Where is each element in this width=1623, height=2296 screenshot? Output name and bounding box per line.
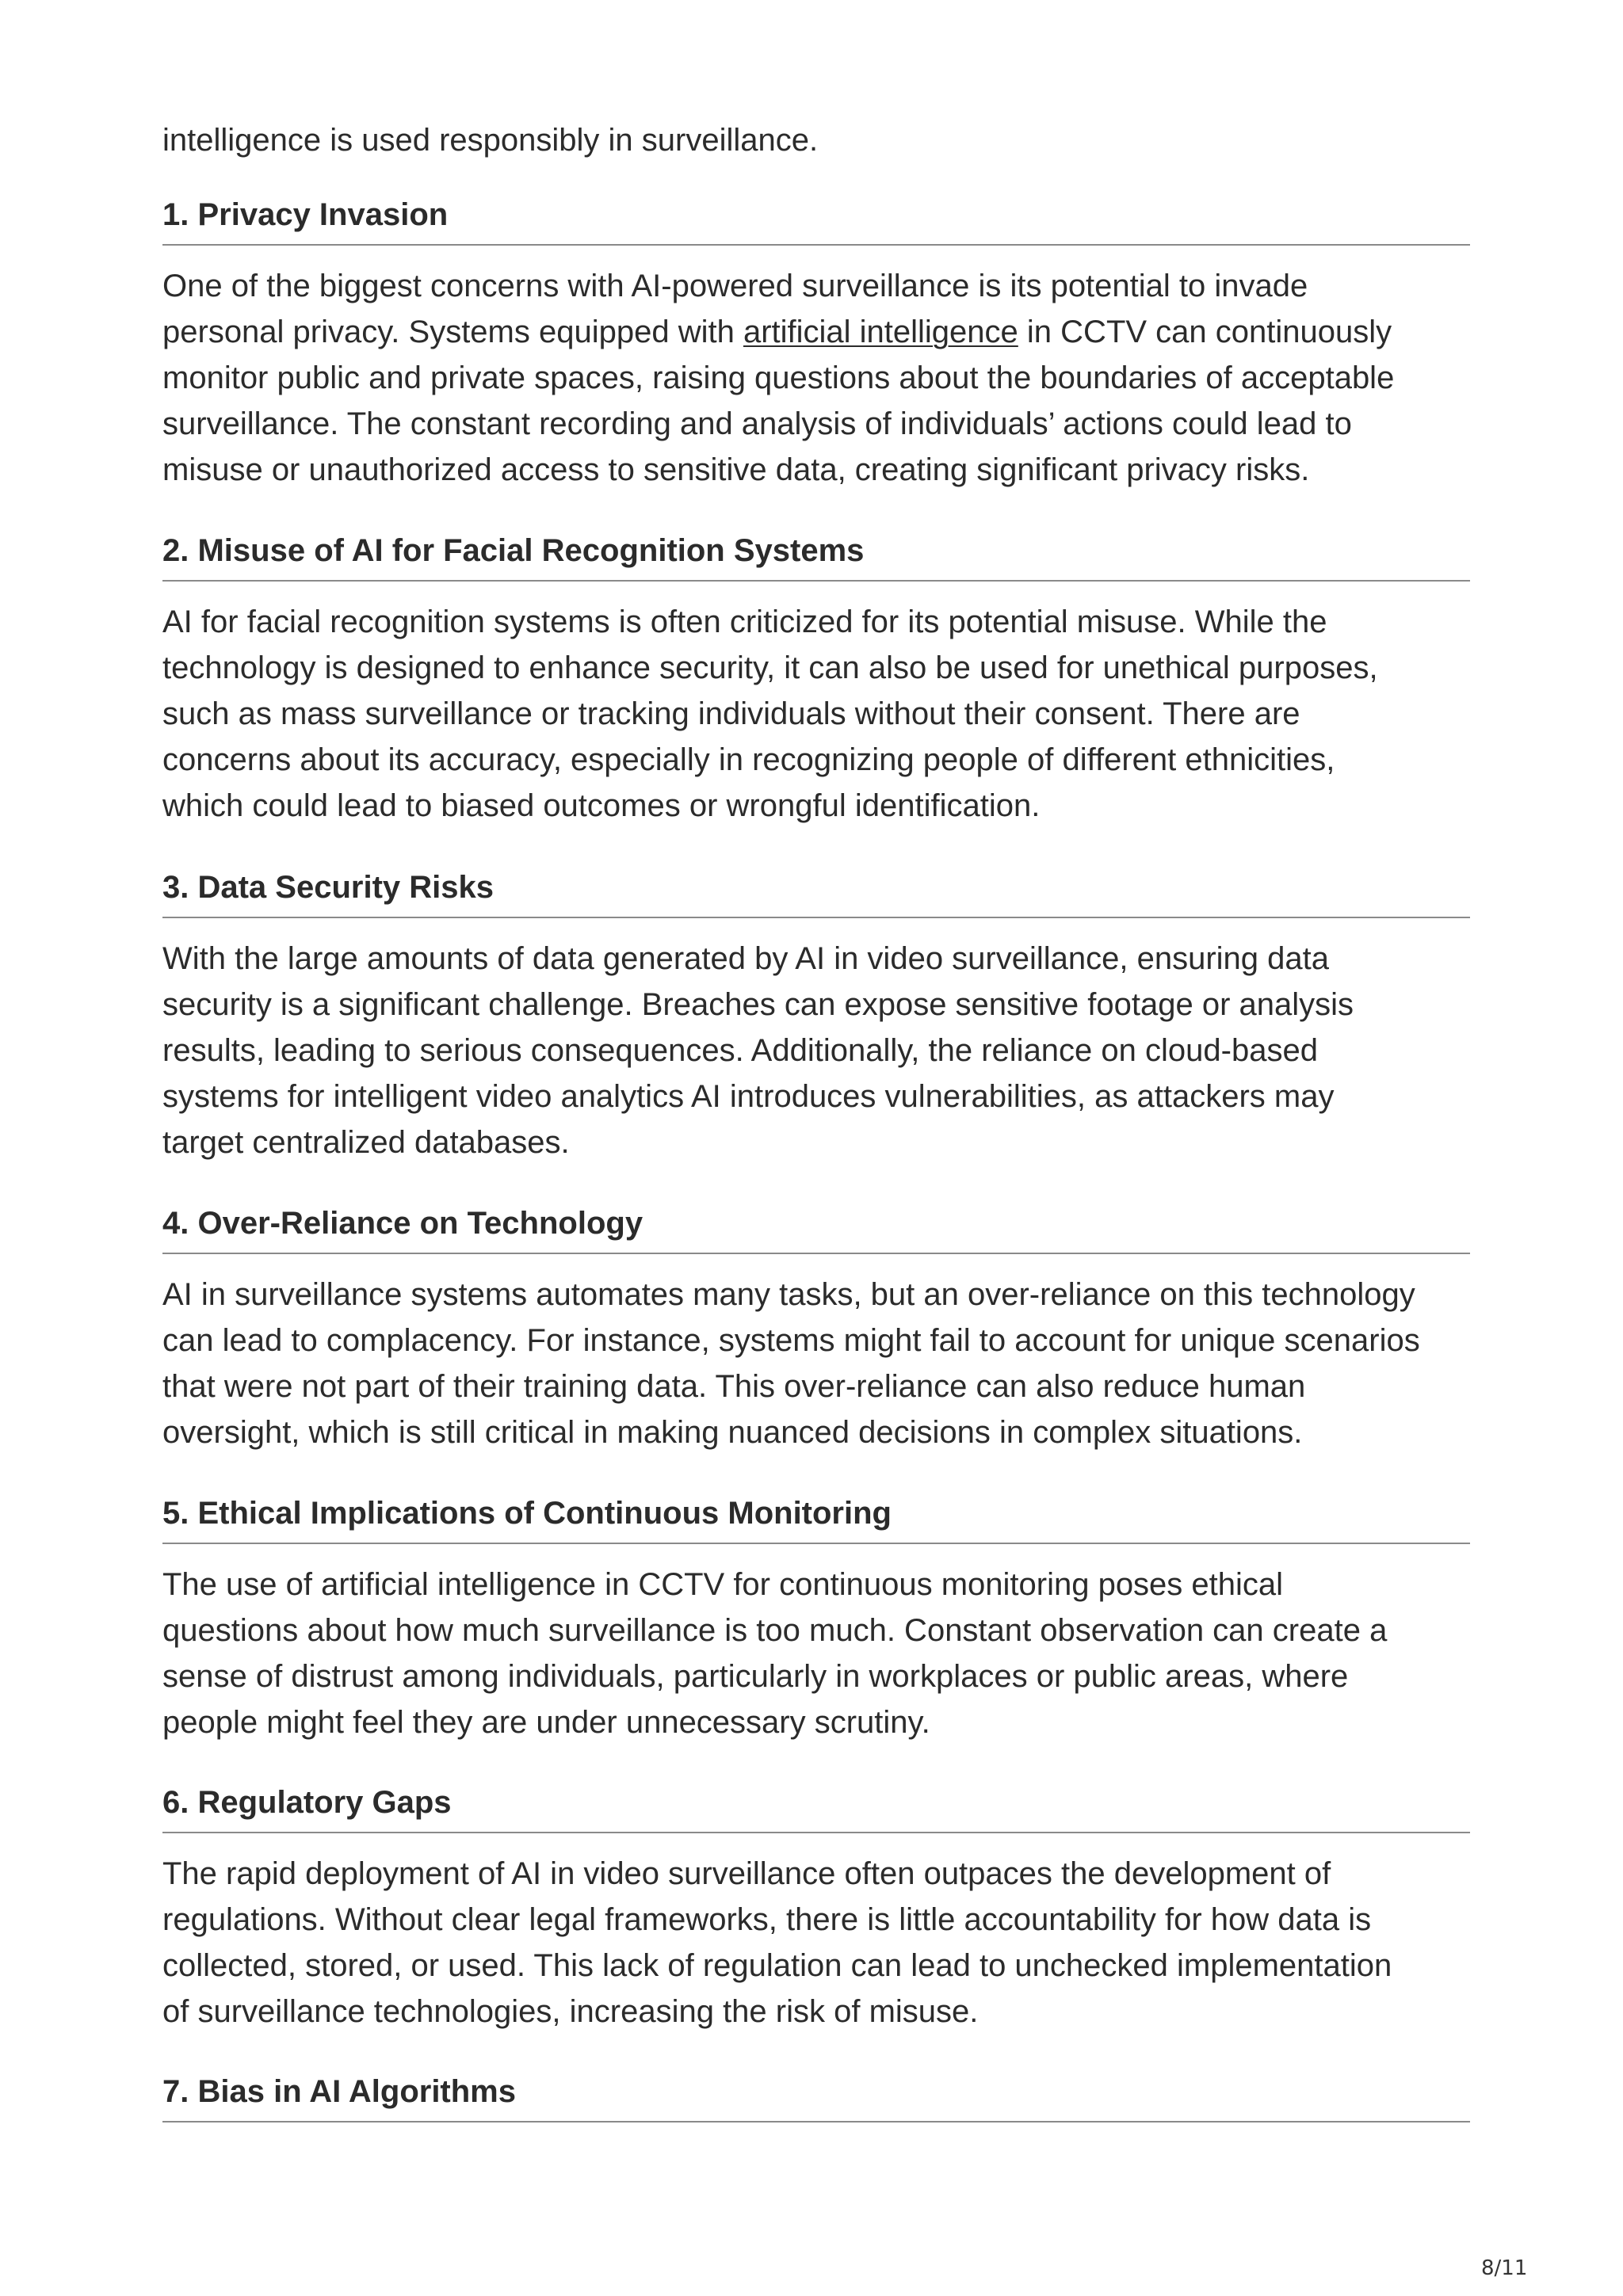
paragraph-line: monitor public and private spaces, raising questions about the boundaries of acceptable xyxy=(162,360,1395,395)
paragraph-line-with-link xyxy=(162,309,1470,355)
section-heading: 7. Bias in AI Algorithms xyxy=(162,2072,1470,2122)
section-heading: 5. Ethical Implications of Continuous Monitoring xyxy=(162,1493,1470,1544)
paragraph-line: surveillance. The constant recording and analysis of individuals’ actions could lead to xyxy=(162,406,1352,441)
paragraph-line: that were not part of their training data. This over-reliance can also reduce human xyxy=(162,1369,1306,1404)
paragraph-line: target centralized databases. xyxy=(162,1125,570,1160)
paragraph-line: questions about how much surveillance is too much. Constant observation can create a xyxy=(162,1613,1388,1648)
section-paragraph xyxy=(162,1851,1470,2035)
paragraph-line: The rapid deployment of AI in video surveillance often outpaces the development of xyxy=(162,1856,1331,1891)
paragraph-line: security is a significant challenge. Breaches can expose sensitive footage or analysis xyxy=(162,987,1354,1022)
section-data-security-risks xyxy=(162,868,1470,1165)
section-paragraph xyxy=(162,936,1470,1165)
paragraph-line: collected, stored, or used. This lack of regulation can lead to unchecked implementation xyxy=(162,1948,1392,1983)
paragraph-line: which could lead to biased outcomes or wrongful identification. xyxy=(162,788,1041,823)
section-ethical-implications xyxy=(162,1493,1470,1745)
lead-paragraph: intelligence is used responsibly in surveillance. xyxy=(162,123,819,158)
section-paragraph xyxy=(162,599,1470,829)
paragraph-line-suffix: in CCTV can continuously xyxy=(1026,315,1392,349)
section-facial-recognition-misuse xyxy=(162,531,1470,829)
paragraph-line: The use of artificial intelligence in CCTV for continuous monitoring poses ethical xyxy=(162,1567,1284,1602)
paragraph-line: With the large amounts of data generated by AI in video surveillance, ensuring data xyxy=(162,941,1330,976)
paragraph-line: technology is designed to enhance security, it can also be used for unethical purposes, xyxy=(162,650,1378,685)
section-heading: 4. Over-Reliance on Technology xyxy=(162,1203,1470,1254)
paragraph-line: AI in surveillance systems automates many tasks, but an over-reliance on this technology xyxy=(162,1277,1415,1312)
paragraph-line: of surveillance technologies, increasing the risk of misuse. xyxy=(162,1994,979,2029)
paragraph-line: oversight, which is still critical in making nuanced decisions in complex situations. xyxy=(162,1415,1303,1450)
section-heading: 6. Regulatory Gaps xyxy=(162,1783,1470,1833)
paragraph-line-prefix: personal privacy. Systems equipped with xyxy=(162,315,743,349)
section-bias-in-ai xyxy=(162,2072,1470,2122)
page-number: 8/11 xyxy=(1481,2256,1528,2280)
section-heading: 1. Privacy Invasion xyxy=(162,195,1470,246)
paragraph-line: results, leading to serious consequences. Additionally, the reliance on cloud-based xyxy=(162,1033,1318,1068)
paragraph-line: concerns about its accuracy, especially in recognizing people of different ethnicities, xyxy=(162,742,1335,777)
section-paragraph xyxy=(162,263,1470,493)
paragraph-line: AI for facial recognition systems is often criticized for its potential misuse. While the xyxy=(162,605,1327,639)
section-paragraph xyxy=(162,1272,1470,1455)
paragraph-line: sense of distrust among individuals, particularly in workplaces or public areas, where xyxy=(162,1659,1349,1694)
paragraph-line: such as mass surveillance or tracking individuals without their consent. There are xyxy=(162,696,1300,731)
artificial-intelligence-link[interactable]: artificial intelligence xyxy=(743,315,1018,349)
paragraph-line: can lead to complacency. For instance, systems might fail to account for unique scenarios xyxy=(162,1323,1420,1358)
paragraph-line: misuse or unauthorized access to sensitive data, creating significant privacy risks. xyxy=(162,452,1310,487)
section-heading: 3. Data Security Risks xyxy=(162,868,1470,918)
section-privacy-invasion xyxy=(162,195,1470,493)
section-heading: 2. Misuse of AI for Facial Recognition Systems xyxy=(162,531,1470,582)
section-paragraph xyxy=(162,1562,1470,1745)
paragraph-line: regulations. Without clear legal frameworks, there is little accountability for how data is xyxy=(162,1902,1372,1937)
paragraph-line: systems for intelligent video analytics AI introduces vulnerabilities, as attackers may xyxy=(162,1079,1335,1114)
section-over-reliance xyxy=(162,1203,1470,1455)
paragraph-line: people might feel they are under unnecessary scrutiny. xyxy=(162,1705,930,1740)
section-regulatory-gaps xyxy=(162,1783,1470,2035)
paragraph-line: One of the biggest concerns with AI-powered surveillance is its potential to invade xyxy=(162,269,1308,303)
